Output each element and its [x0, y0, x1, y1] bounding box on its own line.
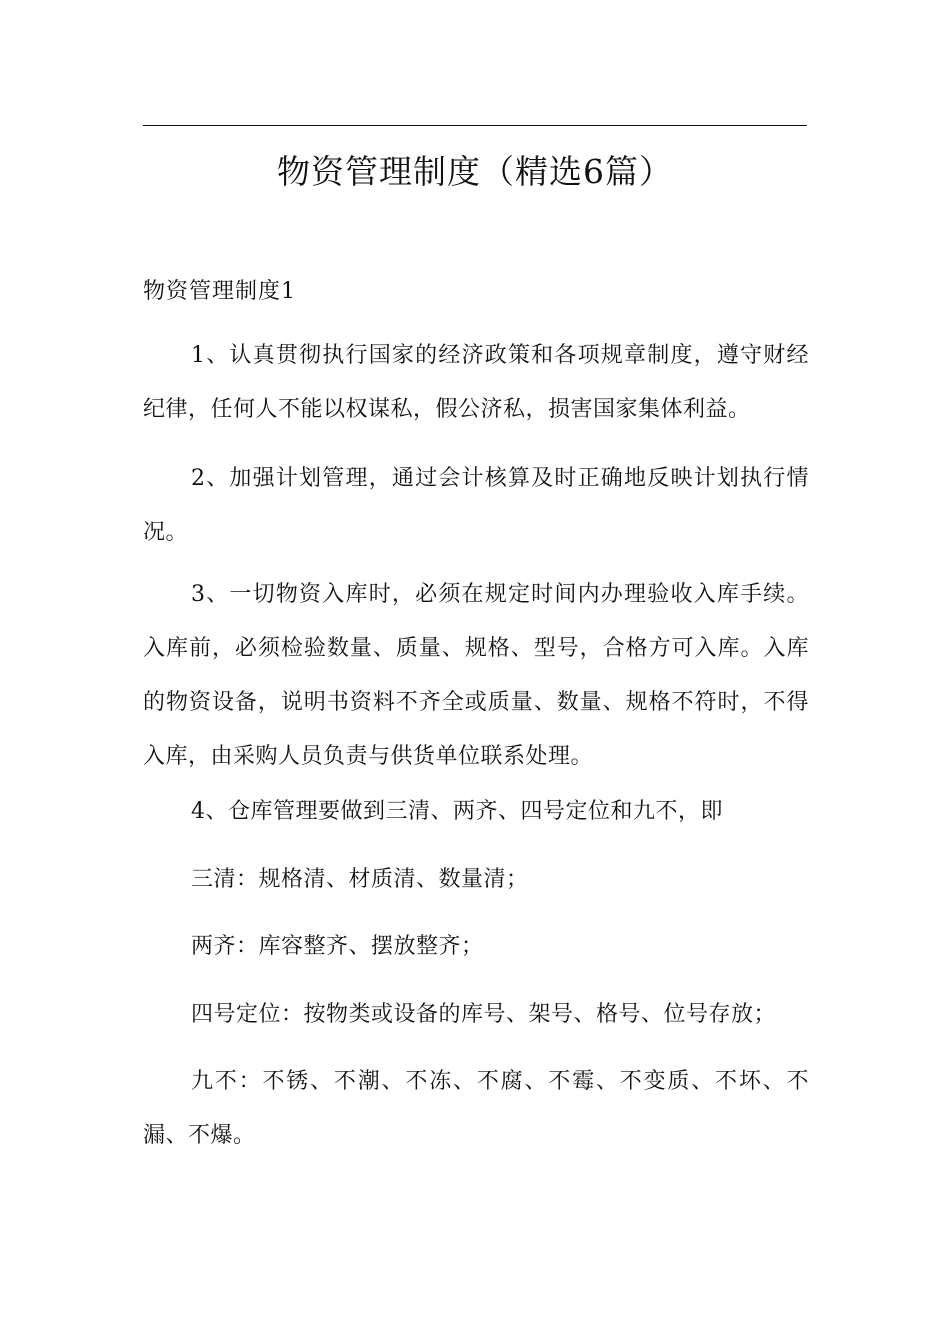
paragraph-sihao: 四号定位：按物类或设备的库号、架号、格号、位号存放；: [191, 1002, 777, 1027]
paragraph-4: 4、仓库管理要做到三清、两齐、四号定位和九不，即: [191, 799, 723, 824]
paragraph-liangqi: 两齐：库容整齐、摆放整齐；: [191, 934, 484, 959]
paragraph-sanqing: 三清：规格清、材质清、数量清；: [191, 867, 529, 892]
section-heading: 物资管理制度1: [143, 279, 296, 304]
paragraph-1: 1、认真贯彻执行国家的经济政策和各项规章制度，遵守财经纪律，任何人不能以权谋私，假公济私，损害国家集体利益。: [143, 343, 809, 422]
header-rule: [143, 125, 807, 126]
paragraph-3: 3、一切物资入库时，必须在规定时间内办理验收入库手续。入库前，必须检验数量、质量、规格、型号，合格方可入库。入库的物资设备，说明书资料不齐全或质量、数量、规格不符时，不得入库，由采购人员负责与供货单位联系处理。: [143, 582, 809, 769]
paragraph-2: 2、加强计划管理，通过会计核算及时正确地反映计划执行情况。: [143, 466, 809, 545]
document-title: 物资管理制度（精选6篇）: [277, 152, 673, 191]
paragraph-jiubu: 九不：不锈、不潮、不冻、不腐、不霉、不变质、不坏、不漏、不爆。: [143, 1069, 809, 1148]
